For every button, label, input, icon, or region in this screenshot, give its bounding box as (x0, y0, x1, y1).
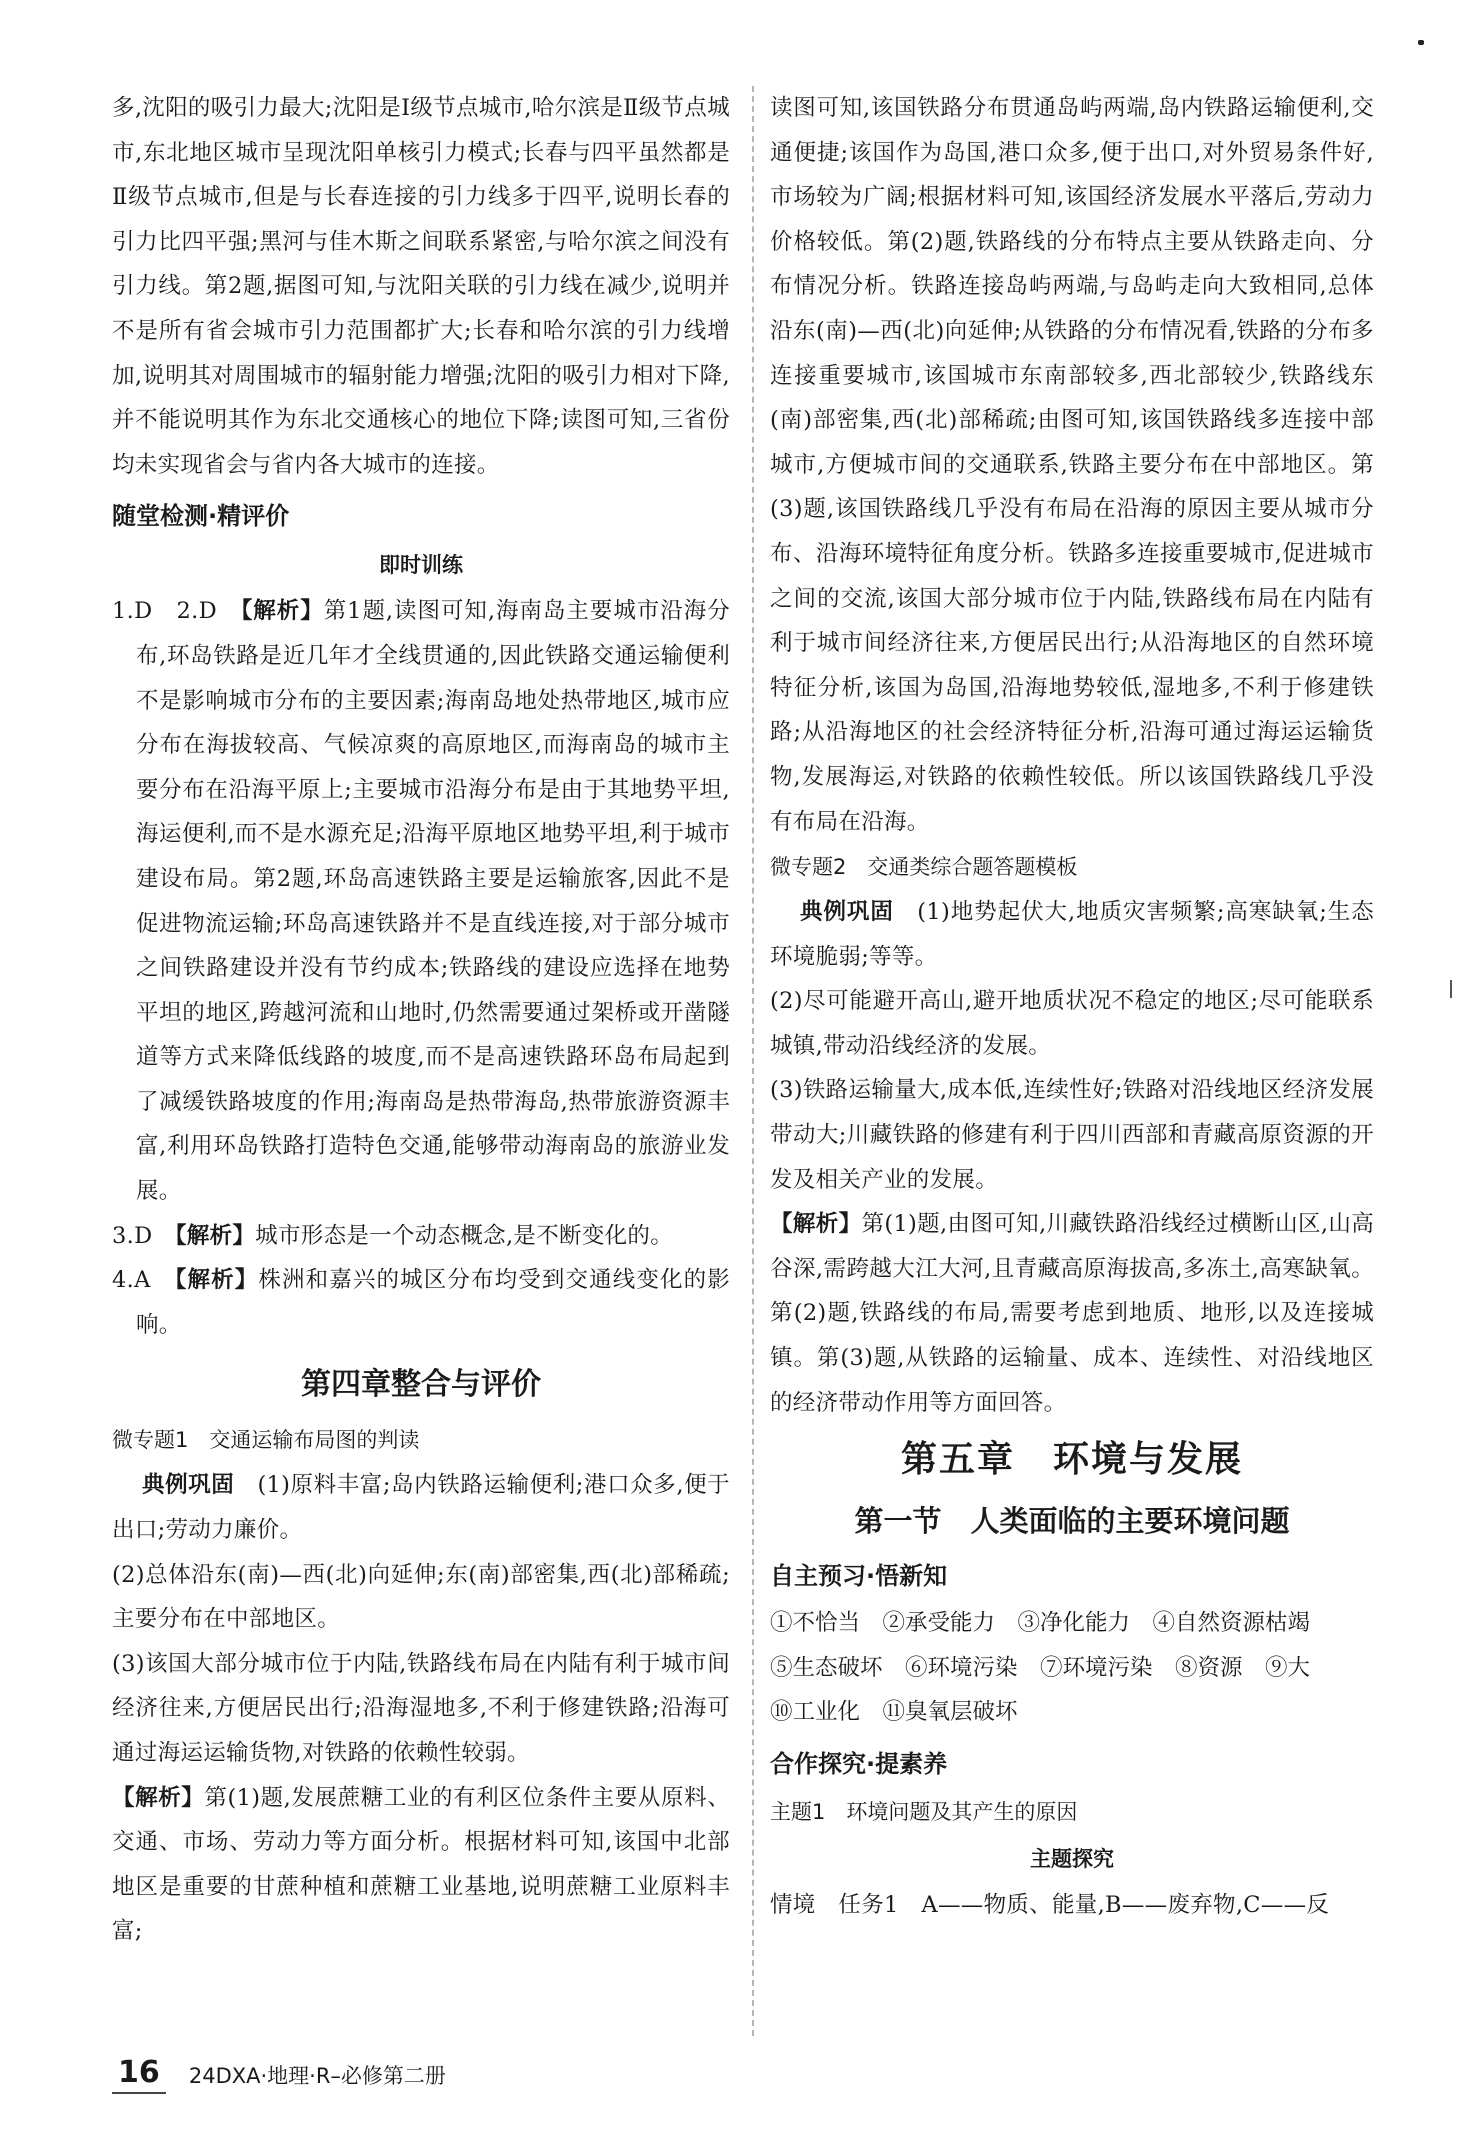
example-answer-1: 典例巩固 (1)原料丰富;岛内铁路运输便利;港口众多,便于出口;劳动力廉价。 (112, 1472, 730, 1544)
blank-answers-row-1: ①不恰当 ②承受能力 ③净化能力 ④自然资源枯竭 (770, 1610, 1311, 1637)
answer-3 (112, 1214, 730, 1259)
analysis-tag: 【解析】 (770, 1211, 862, 1238)
example-label: 典例巩固 (142, 1472, 235, 1499)
answer-4-key: 4.A (112, 1267, 176, 1294)
example-answer-3: (3)铁路运输量大,成本低,连续性好;铁路对沿线地区经济发展带动大;川藏铁路的修建有利于四川西部和青藏高原资源的开发及相关产业的发展。 (770, 1077, 1374, 1193)
answer-4-analysis: 株洲和嘉兴的城区分布均受到交通线变化的影响。 (136, 1267, 730, 1338)
section-heading-cooperation: 合作探究·提素养 (770, 1750, 948, 1778)
answer-1-2-analysis: 第1题,读图可知,海南岛主要城市沿海分布,环岛铁路是近几年才全线贯通的,因此铁路交通运输便利不是影响城市分布的主要因素;海南岛地处热带地区,城市应分布在海拔较高、气候凉爽的高原地区,而海南岛的城市主要分布在沿海平原上;主要城市沿海分布是由于其地势平坦,海运便利,而不是水源充足;沿海平原地区地势平坦,利于城市建设布局。第2题,环岛高速铁路主要是运输旅客,因此不是促进物流运输;环岛高速铁路并不是直线连接,对于部分城市之间铁路建设并没有节约成本;铁路线的建设应选择在地势平坦的地区,跨越河流和山地时,仍然需要通过架桥或开凿隧道等方式来降低线路的坡度,而不是高速铁路环岛布局起到了减缓铁路坡度的作用;海南岛是热带海岛,热带旅游资源丰富,利用环岛铁路打造特色交通,能够带动海南岛的旅游业发展。 (136, 598, 730, 1205)
edge-mark (1450, 980, 1452, 998)
topic-1-env-title: 主题1 环境问题及其产生的原因 (770, 1800, 1078, 1824)
column-divider (752, 86, 754, 2036)
example-answer-2: (2)总体沿东(南)—西(北)向延伸;东(南)部密集,西(北)部稀疏;主要分布在中部地区。 (112, 1561, 730, 1633)
section-heading-preview: 自主预习·悟新知 (770, 1562, 948, 1591)
scenario-task-line: 情境 任务1 A——物质、能量,B——废弃物,C——反 (770, 1892, 1330, 1918)
subheading-instant-training: 即时训练 (379, 553, 463, 578)
right-column (770, 86, 1374, 1928)
section-heading-class-check: 随堂检测·精评价 (112, 502, 290, 531)
left-column (112, 86, 730, 1954)
answer-3-analysis: 城市形态是一个动态概念,是不断变化的。 (255, 1222, 674, 1249)
example-answer-3: (3)该国大部分城市位于内陆,铁路线布局在内陆有利于城市间经济往来,方便居民出行;沿海湿地多,不利于修建铁路;沿海可通过海运运输货物,对铁路的依赖性较弱。 (112, 1650, 730, 1766)
analysis-tag: 【解析】 (112, 1784, 205, 1811)
left-paragraph-continued: 多,沈阳的吸引力最大;沈阳是Ⅰ级节点城市,哈尔滨是Ⅱ级节点城市,东北地区城市呈现沈阳单核引力模式;长春与四平虽然都是Ⅱ级节点城市,但是与长春连接的引力线多于四平,说明长春的引力比四平强;黑河与佳木斯之间联系紧密,与哈尔滨之间没有引力线。第2题,据图可知,与沈阳关联的引力线在减少,说明并不是所有省会城市引力范围都扩大;长春和哈尔滨的引力线增加,说明其对周围城市的辐射能力增强;沈阳的吸引力相对下降,并不能说明其作为东北交通核心的地位下降;读图可知,三省份均未实现省会与省内各大城市的连接。 (112, 95, 730, 478)
example-answer-1: 典例巩固 (1)地势起伏大,地质灾害频繁;高寒缺氧;生态环境脆弱;等等。 (770, 899, 1374, 970)
blank-answers-row-2: ⑤生态破坏 ⑥环境污染 ⑦环境污染 ⑧资源 ⑨大 (770, 1654, 1311, 1681)
answer-1-2 (112, 589, 730, 1213)
example-label: 典例巩固 (800, 899, 894, 926)
page-footer (112, 2055, 446, 2094)
right-paragraph-continued: 读图可知,该国铁路分布贯通岛屿两端,岛内铁路运输便利,交通便捷;该国作为岛国,港口众多,便于出口,对外贸易条件好,市场较为广阔;根据材料可知,该国经济发展水平落后,劳动力价格较低。第(2)题,铁路线的分布特点主要从铁路走向、分布情况分析。铁路连接岛屿两端,与岛屿走向大致相同,总体沿东(南)—西(北)向延伸;从铁路的分布情况看,铁路的分布多连接重要城市,该国城市东南部较多,西北部较少,铁路线东(南)部密集,西(北)部稀疏;由图可知,该国铁路线多连接中部城市,方便城市间的交通联系,铁路主要分布在中部地区。第(3)题,该国铁路线几乎没有布局在沿海的原因主要从城市分布、沿海环境特征角度分析。铁路多连接重要城市,促进城市之间的交流,该国大部分城市位于内陆,铁路线布局在内陆有利于城市间经济往来,方便居民出行;从沿海地区的自然环境特征分析,该国为岛国,沿海地势较低,湿地多,不利于修建铁路;从沿海地区的社会经济特征分析,沿海可通过海运运输货物,发展海运,对铁路的依赖性较低。所以该国铁路线几乎没有布局在沿海。 (770, 95, 1374, 835)
analysis-tag: 【解析】 (241, 598, 324, 625)
answer-1-2-key: 1.D 2.D (112, 598, 242, 625)
answer-4 (112, 1258, 730, 1347)
answer-3-key: 3.D (112, 1222, 176, 1249)
subheading-topic-explore: 主题探究 (1030, 1847, 1114, 1871)
chapter-5-title: 第五章 环境与发展 (900, 1439, 1243, 1481)
corner-mark (1418, 40, 1424, 45)
book-code: 24DXA·地理·R–必修第二册 (188, 2064, 446, 2088)
topic-1-title: 微专题1 交通运输布局图的判读 (112, 1428, 420, 1453)
example-analysis: 【解析】第(1)题,由图可知,川藏铁路沿线经过横断山区,山高谷深,需跨越大江大河,且青藏高原海拔高,多冻土,高寒缺氧。第(2)题,铁路线的布局,需要考虑到地质、地形,以及连接城镇。第(3)题,从铁路的运输量、成本、连续性、对沿线地区的经济带动作用等方面回答。 (770, 1211, 1374, 1416)
section-1-title: 第一节 人类面临的主要环境问题 (854, 1504, 1290, 1539)
example-analysis: 【解析】第(1)题,发展蔗糖工业的有利区位条件主要从原料、交通、市场、劳动力等方面分析。根据材料可知,该国中北部地区是重要的甘蔗种植和蔗糖工业基地,说明蔗糖工业原料丰富; (112, 1784, 731, 1945)
analysis-tag: 【解析】 (175, 1267, 259, 1294)
example-answer-2: (2)尽可能避开高山,避开地质状况不稳定的地区;尽可能联系城镇,带动沿线经济的发展。 (770, 988, 1374, 1059)
chapter-4-review-title: 第四章整合与评价 (301, 1367, 541, 1403)
analysis-tag: 【解析】 (175, 1222, 256, 1249)
page-number: 16 (112, 2055, 166, 2094)
topic-2-title: 微专题2 交通类综合题答题模板 (770, 855, 1078, 880)
blank-answers-row-3: ⑩工业化 ⑪臭氧层破坏 (770, 1699, 1018, 1726)
